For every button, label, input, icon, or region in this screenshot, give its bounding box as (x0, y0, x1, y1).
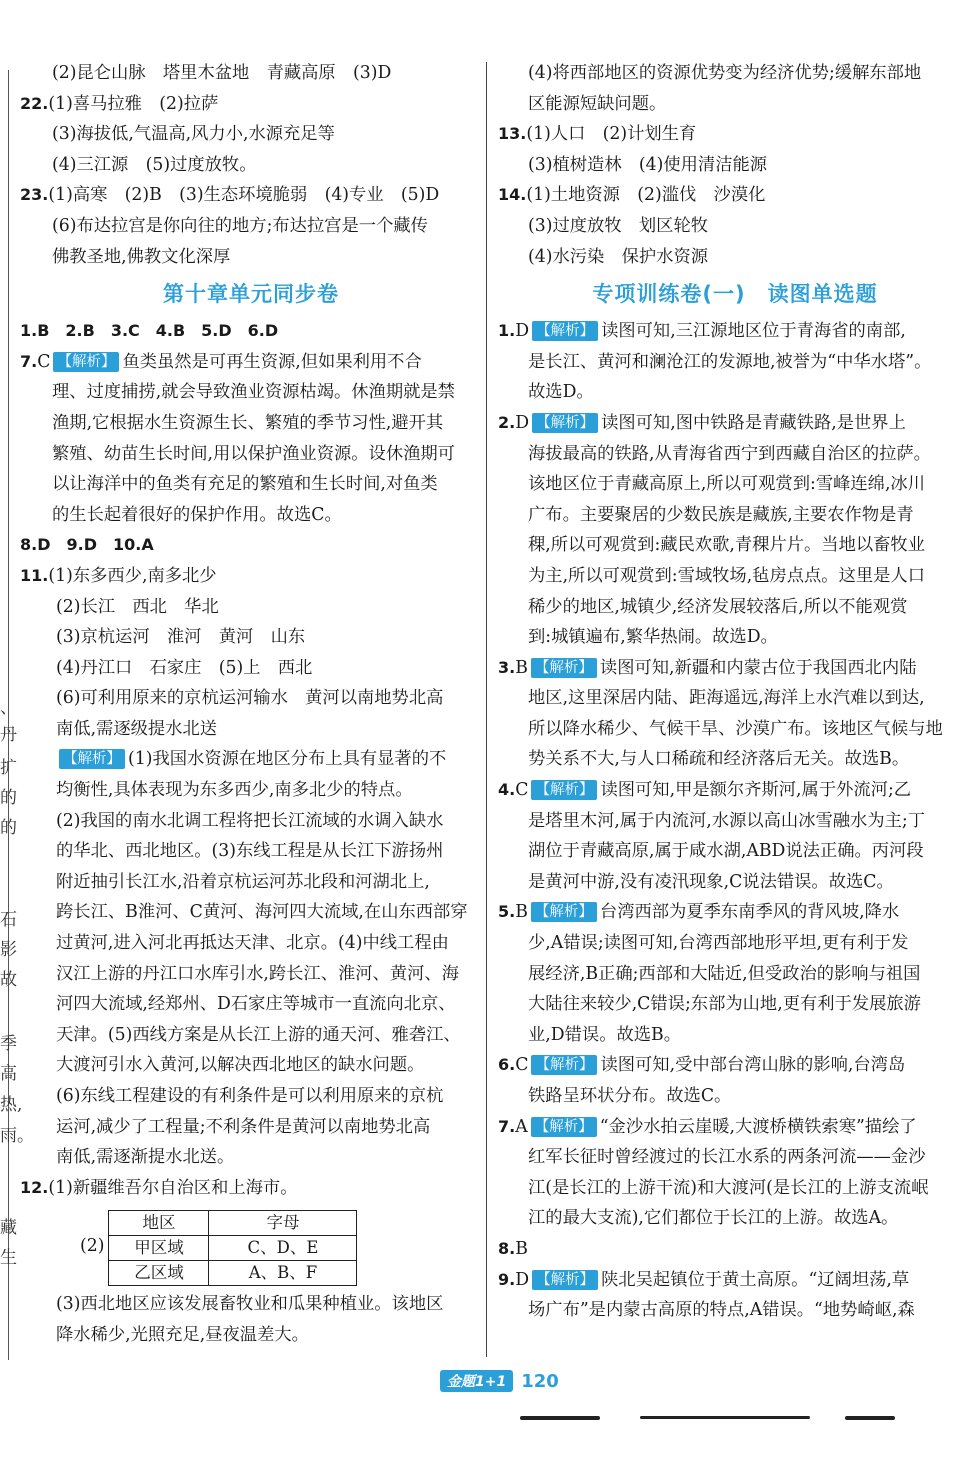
heading-part-b: 读图单选题 (767, 282, 878, 307)
line-text: (3)过度放牧 划区轮牧 (528, 215, 709, 236)
analysis-tag: 【解析】 (532, 1270, 598, 1290)
line-text: (1)人口 (2)计划生育 (526, 124, 697, 145)
edge-text-fragment: 藏 (0, 1218, 17, 1238)
text-line (498, 775, 972, 806)
text-line (20, 592, 482, 623)
text-line (20, 1020, 482, 1051)
left-column (20, 58, 482, 1351)
analysis-tag: 【解析】 (531, 658, 597, 678)
analysis-tag: 【解析】 (53, 352, 119, 372)
text-line (20, 408, 482, 439)
line-text: 为主,所以可观赏到:雪域牧场,毡房点点。这里是人口 (528, 565, 925, 586)
text-line (20, 714, 482, 745)
line-text: 业,D错误。故选B。 (528, 1024, 682, 1045)
edge-text-fragment: 雨。 (0, 1126, 34, 1146)
text-line (20, 1112, 482, 1143)
edge-text-fragment: 扩 (0, 758, 17, 778)
text-line (20, 180, 482, 211)
text-line (498, 1203, 972, 1234)
line-text: 是黄河中游,没有凌汛现象,C说法错误。故选C。 (528, 871, 894, 892)
text-line (498, 653, 972, 684)
text-line (498, 211, 972, 242)
text-line (20, 150, 482, 181)
line-text: (6)东线工程建设的有利条件是可以利用原来的京杭 (56, 1086, 444, 1106)
text-line (498, 89, 972, 120)
line-text: 鱼类虽然是可再生资源,但如果利用不合 (122, 351, 422, 372)
line-text: (4)水污染 保护水资源 (528, 246, 709, 267)
line-text: 跨长江、B淮河、C黄河、海河四大流域,在山东西部穿 (56, 902, 468, 923)
line-text: 江(是长江的上游干流)和大渡河(是长江的上游支流岷 (528, 1177, 929, 1198)
question-number: 2. (498, 412, 516, 432)
text-line (20, 806, 482, 837)
heading-part-a: 专项训练卷(一) (592, 282, 746, 307)
text-line (20, 959, 482, 990)
line-text: 繁殖、幼苗生长时间,用以保护渔业资源。设休渔期可 (52, 443, 455, 464)
question-number: 9. (498, 1269, 516, 1289)
scan-mark (845, 1416, 895, 1420)
edge-text-fragment: 故 (0, 970, 17, 990)
edge-text-fragment: 季 (0, 1034, 17, 1054)
text-line (498, 836, 972, 867)
line-text: 河四大流域,经郑州、D石家庄等城市一直流向北京、 (56, 994, 456, 1015)
text-line (498, 592, 972, 623)
text-line (20, 1081, 482, 1112)
line-text: (3)西北地区应该发展畜牧业和瓜果种植业。该地区 (56, 1294, 444, 1315)
text-line (20, 744, 482, 775)
text-line (20, 1320, 482, 1351)
line-text: (3)京杭运河 淮河 黄河 山东 (56, 627, 306, 648)
edge-text-fragment: 丹 (0, 725, 17, 745)
edge-text-fragment: 生 (0, 1248, 17, 1268)
analysis-tag: 【解析】 (531, 1117, 597, 1137)
text-line (498, 989, 972, 1020)
question-number: 4. (498, 780, 516, 800)
table-row (109, 1236, 357, 1261)
line-text: C (515, 780, 529, 801)
text-line (20, 1050, 482, 1081)
line-text: 读图可知,新疆和内蒙古位于我国西北内陆 (599, 657, 917, 678)
line-text: 运河,减少了工程量;不利条件是黄河以南地势北高 (56, 1116, 431, 1137)
question-number: 6. (498, 1055, 516, 1075)
analysis-tag: 【解析】 (532, 321, 598, 341)
line-text: 以让海洋中的鱼类有充足的繁殖和生长时间,对鱼类 (52, 474, 438, 495)
text-line (20, 836, 482, 867)
text-line (498, 1112, 972, 1143)
text-line (498, 242, 972, 273)
text-line (498, 377, 972, 408)
text-line (20, 58, 482, 89)
line-text: 汉江上游的丹江口水库引水,跨长江、淮河、黄河、海 (56, 963, 459, 984)
column-divider (486, 62, 487, 1357)
line-text: 湖位于青藏高原,属于咸水湖,ABD说法正确。丙河段 (528, 841, 924, 862)
text-line (20, 469, 482, 500)
text-line (20, 119, 482, 150)
question-number: 23. (20, 185, 49, 205)
line-text: 读图可知,受中部台湾山脉的影响,台湾岛 (600, 1055, 906, 1076)
line-text: (1)土地资源 (2)滥伐 沙漠化 (526, 185, 766, 206)
text-line (20, 897, 482, 928)
text-line (20, 89, 482, 120)
line-text: D (515, 412, 530, 433)
line-text: 附近抽引长江水,沿着京杭运河苏北段和河湖北上, (56, 871, 430, 892)
line-text: D (515, 1269, 530, 1290)
line-text: B (515, 1238, 528, 1259)
text-line (20, 377, 482, 408)
section-heading-chapter10: 第十章单元同步卷 (163, 282, 339, 307)
text-line (498, 180, 972, 211)
text-line (498, 806, 972, 837)
text-line (498, 1081, 972, 1112)
line-text: 是塔里木河,属于内流河,水源以高山冰雪融水为主;丁 (528, 810, 925, 831)
text-line (20, 683, 482, 714)
line-text: (1)我国水资源在地区分布上具有显著的不 (128, 749, 447, 770)
line-text: 场广布”是内蒙古高原的特点,A错误。“地势崎岖,森 (528, 1300, 915, 1321)
text-line (20, 1173, 482, 1204)
line-text: 故选D。 (528, 382, 594, 403)
scan-mark (640, 1416, 810, 1419)
text-line (498, 1020, 972, 1051)
line-text: (4)将西部地区的资源优势变为经济优势;缓解东部地 (528, 63, 922, 83)
text-line (498, 1295, 972, 1326)
scan-mark (520, 1416, 600, 1420)
text-line (20, 653, 482, 684)
text-line (498, 1234, 972, 1265)
line-text: 佛教圣地,佛教文化深厚 (52, 246, 231, 267)
text-line (20, 242, 482, 273)
text-line (20, 1289, 482, 1320)
line-text: 渔期,它根据水生资源生长、繁殖的季节习性,避开其 (52, 412, 444, 433)
line-text: 地区,这里深居内陆、距海遥远,海洋上水汽难以到达, (528, 688, 925, 709)
line-text: A (515, 1116, 528, 1137)
text-line (20, 211, 482, 242)
line-text: 铁路呈环状分布。故选C。 (528, 1086, 732, 1106)
page-footer (440, 1370, 559, 1392)
text-line (498, 683, 972, 714)
line-text: 到:城镇遍布,繁华热闹。故选D。 (528, 627, 778, 648)
text-line (20, 347, 482, 378)
line-text: D (515, 321, 530, 342)
line-text: 势关系不大,与人口稀疏和经济落后无关。故选B。 (528, 749, 910, 770)
edge-text-fragment: 的 (0, 788, 17, 808)
text-line (20, 867, 482, 898)
text-line (20, 561, 482, 592)
line-text: 降水稀少,光照充足,昼夜温差大。 (56, 1324, 309, 1345)
line-text: (2)长江 西北 华北 (56, 596, 219, 617)
text-line (20, 316, 482, 347)
edge-text-fragment: 的 (0, 818, 17, 838)
line-text: (6)布达拉宫是你向往的地方;布达拉宫是一个藏传 (52, 215, 428, 236)
line-text: (4)丹江口 石家庄 (5)上 西北 (56, 657, 313, 678)
line-text: 少,A错误;读图可知,台湾西部地形平坦,更有利于发 (528, 933, 909, 954)
answer-table-block (20, 1203, 482, 1289)
text-line (498, 530, 972, 561)
text-line (498, 1173, 972, 1204)
question-number: 3. (498, 657, 516, 677)
line-text: 海拔最高的铁路,从青海省西宁到西藏自治区的拉萨。 (528, 443, 931, 464)
line-text: 理、过度捕捞,就会导致渔业资源枯竭。休渔期就是禁 (52, 382, 455, 403)
line-text: 大陆往来较少,C错误;东部为山地,更有利于发展旅游 (528, 994, 921, 1015)
text-line (498, 408, 972, 439)
line-text: 广布。主要聚居的少数民族是藏族,主要农作物是青 (528, 504, 914, 525)
text-line (498, 744, 972, 775)
text-line (20, 622, 482, 653)
line-text: 台湾西部为夏季东南季风的背风坡,降水 (599, 902, 900, 923)
line-text: 该地区位于青藏高原上,所以可观赏到:雪峰连绵,冰川 (528, 474, 925, 495)
right-column (498, 58, 972, 1326)
analysis-tag: 【解析】 (531, 780, 597, 800)
text-line (20, 775, 482, 806)
line-text: 展经济,B正确;西部和大陆近,但受政治的影响与祖国 (528, 963, 921, 984)
line-text: 过黄河,进入河北再抵达天津、北京。(4)中线工程由 (56, 933, 449, 954)
question-number: 7. (20, 351, 38, 371)
line-text: 大渡河引水入黄河,以解决西北地区的缺水问题。 (56, 1055, 425, 1076)
table-row (109, 1261, 357, 1286)
text-line (498, 347, 972, 378)
text-line (498, 1050, 972, 1081)
text-line (498, 897, 972, 928)
text-line (498, 150, 972, 181)
text-line (498, 959, 972, 990)
line-text: 江的最大支流),它们都位于长江的上游。故选A。 (528, 1208, 899, 1229)
line-text: 南低,需逐级提水北送 (56, 718, 218, 739)
question-number: 13. (498, 124, 527, 144)
table-cell: A、B、F (209, 1261, 357, 1286)
line-text: 稞,所以可观赏到:藏民欢歌,青稞片片。当地以畜牧业 (528, 535, 925, 556)
text-line (20, 1142, 482, 1173)
table-header-row (109, 1211, 357, 1236)
text-line (498, 469, 972, 500)
analysis-tag: 【解析】 (531, 1055, 597, 1075)
text-line (20, 500, 482, 531)
edge-text-fragment: 影 (0, 940, 17, 960)
line-text: 天津。(5)西线方案是从长江上游的通天河、雅砻江、 (56, 1024, 461, 1045)
text-line (20, 928, 482, 959)
text-line (498, 500, 972, 531)
line-text: 是长江、黄河和澜沧江的发源地,被誉为“中华水塔”。 (528, 351, 932, 372)
question-number: 1. (498, 321, 516, 341)
text-line (20, 989, 482, 1020)
line-text: (6)可利用原来的京杭运河输水 黄河以南地势北高 (56, 688, 444, 709)
text-line (498, 928, 972, 959)
line-text: (1)东多西少,南多北少 (48, 565, 217, 586)
text-line (498, 867, 972, 898)
edge-text-fragment: 高 (0, 1064, 17, 1084)
line-text: 1.B 2.B 3.C 4.B 5.D 6.D (20, 321, 279, 341)
text-line (498, 439, 972, 470)
text-line (20, 439, 482, 470)
line-text: 读图可知,甲是额尔齐斯河,属于外流河;乙 (600, 780, 912, 801)
text-line (498, 119, 972, 150)
table-cell: 甲区域 (109, 1236, 209, 1261)
line-text: “金沙水拍云崖暖,大渡桥横铁索寒”描绘了 (599, 1116, 917, 1137)
page-number: 120 (521, 1370, 559, 1392)
question-number: 8. (498, 1238, 516, 1258)
question-number: 22. (20, 93, 49, 113)
line-text: (1)喜马拉雅 (2)拉萨 (48, 93, 219, 114)
question-number: 14. (498, 185, 527, 205)
table-cell: C、D、E (209, 1236, 357, 1261)
line-text: (3)海拔低,气温高,风力小,水源充足等 (52, 124, 335, 145)
line-text: (1)新疆维吾尔自治区和上海市。 (48, 1177, 298, 1198)
line-text: 8.D 9.D 10.A (20, 535, 154, 555)
line-text: (4)三江源 (5)过度放牧。 (52, 154, 257, 175)
text-line (498, 561, 972, 592)
line-text: 的华北、西北地区。(3)东线工程是从长江下游扬州 (56, 841, 444, 862)
edge-text-fragment: 石 (0, 910, 17, 930)
line-text: 区能源短缺问题。 (528, 93, 667, 114)
text-line (498, 622, 972, 653)
question-number: 5. (498, 902, 516, 922)
line-text: (3)植树造林 (4)使用清洁能源 (528, 154, 768, 175)
line-text: 均衡性,具体表现为东多西少,南多北少的特点。 (56, 780, 413, 801)
line-text: 红军长征时曾经渡过的长江水系的两条河流——金沙 (528, 1147, 926, 1168)
answer-table (108, 1210, 357, 1286)
line-text: B (515, 657, 528, 678)
text-line (498, 1142, 972, 1173)
table-cell: 乙区域 (109, 1261, 209, 1286)
line-text: 的生长起着很好的保护作用。故选C。 (52, 504, 342, 525)
analysis-tag: 【解析】 (531, 902, 597, 922)
line-text: C (37, 351, 51, 372)
table-label: (2) (80, 1236, 105, 1257)
table-header-cell: 地区 (109, 1211, 209, 1236)
edge-text-fragment: 、 (0, 698, 17, 718)
line-text: 南低,需逐渐提水北送。 (56, 1147, 235, 1168)
line-text: 稀少的地区,城镇少,经济发展较落后,所以不能观赏 (528, 596, 908, 617)
brand-logo: 金题1+1 (440, 1370, 513, 1392)
line-text: C (515, 1055, 529, 1076)
text-line (498, 316, 972, 347)
text-line (498, 58, 972, 89)
line-text: (2)昆仑山脉 塔里木盆地 青藏高原 (3)D (52, 63, 392, 83)
line-text: 陕北吴起镇位于黄土高原。“辽阔坦荡,草 (601, 1269, 910, 1290)
line-text: (2)我国的南水北调工程将把长江流域的水调入缺水 (56, 810, 444, 831)
line-text: 所以降水稀少、气候干旱、沙漠广布。该地区气候与地 (528, 718, 943, 739)
question-number: 12. (20, 1177, 49, 1197)
text-line (498, 714, 972, 745)
analysis-tag: 【解析】 (59, 749, 125, 769)
text-line (498, 1265, 972, 1296)
line-text: 读图可知,三江源地区位于青海省的南部, (601, 321, 906, 342)
edge-text-fragment: 热, (0, 1095, 23, 1115)
line-text: B (515, 902, 528, 923)
question-number: 11. (20, 565, 49, 585)
question-number: 7. (498, 1116, 516, 1136)
line-text: (1)高寒 (2)B (3)生态环境脆弱 (4)专业 (5)D (48, 185, 440, 206)
section-heading-special-training (498, 272, 972, 316)
analysis-tag: 【解析】 (532, 413, 598, 433)
text-line (20, 530, 482, 561)
line-text: 读图可知,图中铁路是青藏铁路,是世界上 (601, 412, 906, 433)
table-header-cell: 字母 (209, 1211, 357, 1236)
